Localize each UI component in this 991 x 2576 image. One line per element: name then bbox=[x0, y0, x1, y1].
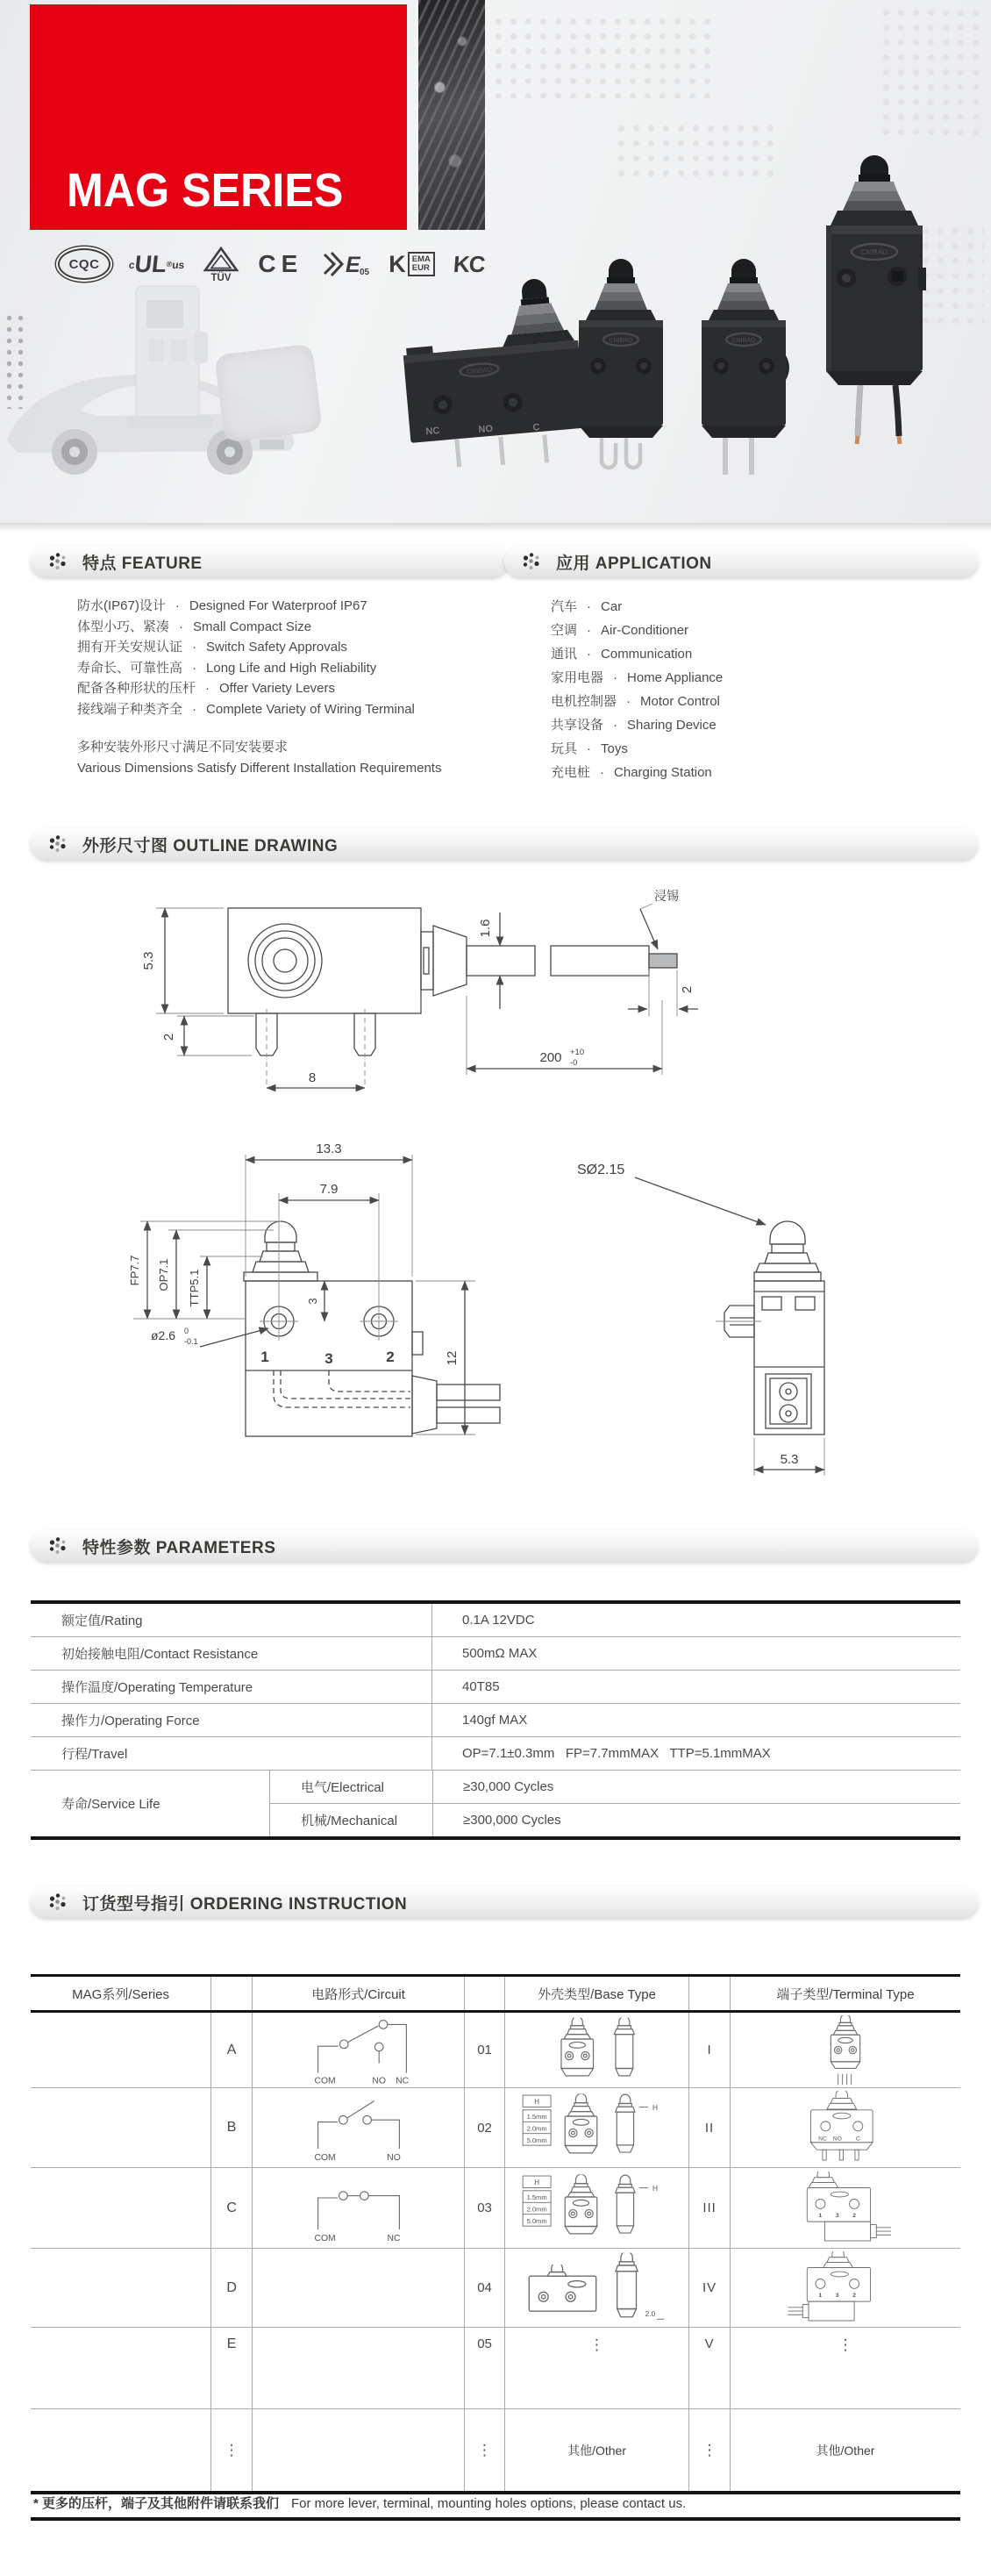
application-list bbox=[551, 595, 723, 784]
application-item bbox=[551, 619, 723, 642]
separator-dot: · bbox=[587, 623, 592, 638]
base-code: ⋮ bbox=[464, 2409, 504, 2491]
section-dots-icon bbox=[48, 1892, 71, 1913]
circuit-code: ⋮ bbox=[210, 2409, 252, 2491]
ordering-row-d bbox=[31, 2249, 960, 2328]
table-row-service-life bbox=[31, 1771, 960, 1836]
app-en: Motor Control bbox=[640, 694, 720, 709]
feature-en: Offer Variety Levers bbox=[219, 681, 336, 697]
separator-dot: · bbox=[613, 718, 618, 733]
terminal-number-2: 2 bbox=[386, 1349, 395, 1365]
outline-drawing-front bbox=[114, 1132, 553, 1500]
switch-photo-loop-pins bbox=[568, 259, 674, 491]
app-en: Air-Conditioner bbox=[601, 623, 689, 638]
param-label: 额定值/Rating bbox=[61, 1614, 143, 1628]
dim-op: OP7.1 bbox=[157, 1258, 170, 1292]
separator-dot: · bbox=[626, 694, 631, 709]
ordering-row-c bbox=[31, 2168, 960, 2249]
cert-ul-reg: ® bbox=[166, 259, 173, 268]
cert-kc-text: KC bbox=[452, 250, 486, 277]
circuit-cell bbox=[252, 2088, 464, 2167]
dot-pattern bbox=[879, 5, 984, 137]
h-dim-label: H bbox=[652, 2102, 658, 2112]
param-label: 操作力/Operating Force bbox=[61, 1714, 200, 1728]
separator-dot: · bbox=[175, 598, 180, 613]
h-value-2: 2.0mm bbox=[526, 2204, 547, 2213]
circuit-cell bbox=[252, 2409, 464, 2491]
dim-hole-tol-top: 0 bbox=[184, 1327, 189, 1335]
param-label: 操作温度/Operating Temperature bbox=[61, 1680, 253, 1695]
col-header-terminal: 端子类型/Terminal Type bbox=[730, 1977, 960, 2010]
label-com: COM bbox=[314, 2076, 336, 2086]
base-type-cell bbox=[504, 2013, 688, 2087]
pcb-photo-band bbox=[418, 0, 485, 230]
footnote-zh: * 更多的压杆，端子及其他附件请联系我们 bbox=[33, 2496, 280, 2511]
ordering-header-row bbox=[31, 1974, 960, 2013]
outline-drawing-side-wire bbox=[132, 877, 745, 1119]
brand-mark: CNIBAO bbox=[466, 365, 493, 376]
switch-photo-wired bbox=[811, 145, 965, 447]
dim-terminal-offset: 3 bbox=[306, 1298, 319, 1305]
ordering-table bbox=[31, 1974, 960, 2494]
terminal-type-drawing-2 bbox=[784, 2091, 907, 2165]
app-en: Toys bbox=[601, 741, 628, 756]
feature-note-en: Various Dimensions Satisfy Different Installation Requirements bbox=[77, 761, 442, 776]
feature-en: Long Life and High Reliability bbox=[206, 660, 377, 676]
section-dots-icon bbox=[522, 551, 545, 572]
base-code: 05 bbox=[464, 2328, 504, 2408]
col-header-base: 外壳类型/Base Type bbox=[504, 1977, 688, 2010]
feature-zh: 体型小巧、紧凑 bbox=[77, 619, 170, 634]
terminal-code: III bbox=[688, 2168, 730, 2248]
dim-hole-tol-bottom: -0.1 bbox=[184, 1337, 198, 1346]
section-header-feature bbox=[31, 546, 509, 577]
circuit-cell bbox=[252, 2249, 464, 2327]
terminal-number-3: 3 bbox=[324, 1350, 333, 1367]
ordering-row-other bbox=[31, 2409, 960, 2491]
brand-mark: CNIBAO bbox=[860, 248, 888, 256]
param-value: ≥30,000 Cycles bbox=[432, 1771, 960, 1803]
app-zh: 充电桩 bbox=[551, 765, 591, 780]
param-value: 500mΩ MAX bbox=[431, 1637, 960, 1670]
circuit-code: C bbox=[210, 2168, 252, 2248]
circuit-diagram-spst-no bbox=[275, 2093, 442, 2163]
terminal-type-cell bbox=[730, 2088, 960, 2167]
base-type-cell bbox=[504, 2168, 688, 2248]
base-type-cell: ⋮ bbox=[504, 2328, 688, 2408]
app-zh: 汽车 bbox=[551, 599, 578, 614]
cert-kema-ema: EMA bbox=[411, 254, 431, 265]
col-header-circuit: 电路形式/Circuit bbox=[252, 1977, 464, 2010]
dot-pattern bbox=[491, 14, 710, 98]
series-cell bbox=[31, 2409, 210, 2491]
circuit-code: B bbox=[210, 2088, 252, 2167]
terminal-number-3: 3 bbox=[835, 2292, 839, 2299]
label-no: NO bbox=[386, 2152, 401, 2163]
feature-item bbox=[77, 596, 415, 617]
app-en: Home Appliance bbox=[627, 670, 724, 685]
terminal-number-1: 1 bbox=[818, 2292, 823, 2299]
cert-ul-text: UL bbox=[133, 250, 168, 277]
separator-dot: · bbox=[192, 660, 197, 676]
col-header-code bbox=[464, 1977, 504, 2010]
terminal-label-c3: C bbox=[855, 2136, 860, 2143]
dim-terminal-pitch: 7.9 bbox=[319, 1182, 339, 1197]
dim-hole-diameter: ø2.6 bbox=[151, 1328, 176, 1342]
lever-photo-blur bbox=[214, 344, 322, 443]
table-row bbox=[31, 1737, 960, 1771]
app-zh: 共享设备 bbox=[551, 718, 604, 733]
param-value: 0.1A 12VDC bbox=[431, 1604, 960, 1636]
series-cell bbox=[31, 2168, 210, 2248]
cert-kc-logo bbox=[453, 251, 486, 278]
terminal-type-drawing-4 bbox=[780, 2251, 911, 2325]
base-code: 01 bbox=[464, 2013, 504, 2087]
table-row bbox=[31, 1704, 960, 1737]
dim-body-height-front: 12 bbox=[445, 1350, 460, 1366]
section-header-application bbox=[504, 546, 978, 577]
dim-pin-length: 2 bbox=[161, 1033, 176, 1041]
feature-zh: 防水(IP67)设计 bbox=[77, 598, 166, 613]
base-code: 02 bbox=[464, 2088, 504, 2167]
table-row bbox=[269, 1771, 960, 1804]
app-zh: 空调 bbox=[551, 623, 578, 638]
d-dim-label: 2.0 bbox=[645, 2308, 655, 2318]
terminal-code: ⋮ bbox=[688, 2409, 730, 2491]
param-label: 初始接触电阻/Contact Resistance bbox=[61, 1647, 259, 1662]
circuit-cell bbox=[252, 2328, 464, 2408]
parameters-table bbox=[31, 1600, 960, 1840]
label-com: COM bbox=[314, 2152, 336, 2163]
dim-body-width: 13.3 bbox=[316, 1141, 342, 1156]
separator-dot: · bbox=[600, 765, 605, 780]
param-value: ≥300,000 Cycles bbox=[432, 1804, 960, 1836]
terminal-type-drawing-1 bbox=[793, 2015, 898, 2086]
section-title-application: 应用 APPLICATION bbox=[556, 554, 712, 573]
label-no: NO bbox=[371, 2076, 386, 2086]
base-type-cell bbox=[504, 2249, 688, 2327]
param-sublabel: 机械/Mechanical bbox=[269, 1804, 432, 1836]
table-row bbox=[31, 1637, 960, 1671]
terminal-number-1: 1 bbox=[818, 2212, 823, 2219]
feature-zh: 接线端子种类齐全 bbox=[77, 701, 183, 717]
dim-plunger-sphere: SØ2.15 bbox=[577, 1163, 625, 1177]
h-value-2: 2.0mm bbox=[526, 2124, 547, 2133]
series-cell bbox=[31, 2013, 210, 2087]
separator-dot: · bbox=[192, 701, 197, 717]
dim-wire-tol-plus: +10 bbox=[570, 1048, 585, 1057]
dim-pin-pitch: 8 bbox=[308, 1070, 317, 1085]
application-item bbox=[551, 761, 723, 784]
cert-ce-logo bbox=[258, 250, 303, 278]
app-en: Sharing Device bbox=[627, 718, 717, 733]
app-zh: 玩具 bbox=[551, 741, 578, 756]
series-cell bbox=[31, 2088, 210, 2167]
circuit-code: E bbox=[210, 2328, 252, 2408]
cert-kema-box bbox=[408, 252, 435, 276]
separator-dot: · bbox=[179, 619, 184, 634]
cert-emark-logo bbox=[321, 247, 370, 281]
ordering-row-a bbox=[31, 2013, 960, 2088]
service-life-subtable bbox=[269, 1771, 960, 1836]
feature-en: Small Compact Size bbox=[193, 619, 312, 634]
h-value-3: 5.0mm bbox=[526, 2216, 547, 2225]
ordering-row-e bbox=[31, 2328, 960, 2409]
terminal-number-2: 2 bbox=[852, 2212, 856, 2219]
app-zh: 通讯 bbox=[551, 647, 578, 662]
terminal-label-nc: NC bbox=[818, 2136, 827, 2143]
feature-zh: 拥有开关安规认证 bbox=[77, 640, 183, 655]
app-zh: 家用电器 bbox=[551, 670, 604, 685]
circuit-code: A bbox=[210, 2013, 252, 2087]
cert-emark-e: E bbox=[346, 253, 360, 277]
section-title-ordering: 订货型号指引 ORDERING INSTRUCTION bbox=[82, 1894, 408, 1914]
page-title: MAG SERIES bbox=[67, 164, 344, 217]
table-row bbox=[31, 1671, 960, 1704]
circuit-cell bbox=[252, 2013, 464, 2087]
circuit-cell bbox=[252, 2168, 464, 2248]
base-type-drawing-4 bbox=[510, 2251, 685, 2325]
feature-en: Complete Variety of Wiring Terminal bbox=[206, 701, 415, 717]
h-table-header: H bbox=[533, 2098, 539, 2107]
outline-drawing-side bbox=[553, 1132, 903, 1500]
feature-item bbox=[77, 658, 415, 679]
feature-zh: 寿命长、可靠性高 bbox=[77, 660, 183, 676]
separator-dot: · bbox=[587, 741, 592, 756]
section-dots-icon bbox=[48, 1535, 71, 1556]
cert-emark-num: 05 bbox=[360, 268, 370, 277]
charging-station-photo bbox=[129, 281, 213, 439]
param-label: 寿命/Service Life bbox=[61, 1797, 160, 1812]
label-tin-dipped: 浸锡 bbox=[654, 889, 679, 903]
terminal-code: I bbox=[688, 2013, 730, 2087]
dim-body-height: 5.3 bbox=[141, 951, 156, 970]
feature-item bbox=[77, 637, 415, 658]
circuit-diagram-spdt bbox=[275, 2015, 442, 2086]
separator-dot: · bbox=[587, 647, 592, 662]
section-title-outline: 外形尺寸图 OUTLINE DRAWING bbox=[82, 836, 339, 855]
cert-cqc-text: CQC bbox=[68, 256, 100, 272]
title-block bbox=[30, 4, 407, 230]
section-header-outline bbox=[31, 828, 978, 860]
app-en: Communication bbox=[601, 647, 693, 662]
dim-ttp: TTP5.1 bbox=[188, 1269, 201, 1307]
series-cell bbox=[31, 2328, 210, 2408]
separator-dot: · bbox=[205, 681, 210, 697]
base-type-cell bbox=[504, 2088, 688, 2167]
section-header-ordering bbox=[31, 1886, 978, 1918]
cert-tuv-logo bbox=[203, 246, 239, 283]
feature-en: Designed For Waterproof IP67 bbox=[189, 598, 367, 613]
feature-item bbox=[77, 699, 415, 720]
cert-kema-logo bbox=[389, 251, 435, 278]
ordering-row-b bbox=[31, 2088, 960, 2168]
application-item bbox=[551, 713, 723, 737]
param-value: 40T85 bbox=[431, 1671, 960, 1703]
series-cell bbox=[31, 2249, 210, 2327]
feature-item bbox=[77, 617, 415, 638]
feature-list bbox=[77, 596, 415, 720]
terminal-label-nc: NC bbox=[424, 425, 440, 438]
terminal-label-c: C bbox=[532, 422, 541, 433]
base-type-drawing-3 bbox=[510, 2172, 685, 2245]
terminal-code: V bbox=[688, 2328, 730, 2408]
cert-tuv-text: TÜV bbox=[210, 273, 232, 283]
base-type-cell: 其他/Other bbox=[504, 2409, 688, 2491]
dim-wire-length: 200 bbox=[539, 1050, 562, 1065]
section-dots-icon bbox=[48, 834, 71, 855]
terminal-type-cell: 其他/Other bbox=[730, 2409, 960, 2491]
terminal-type-cell bbox=[730, 2249, 960, 2327]
bottom-rule bbox=[31, 2517, 960, 2521]
terminal-code: II bbox=[688, 2088, 730, 2167]
base-type-drawing-1 bbox=[523, 2016, 672, 2085]
application-item bbox=[551, 690, 723, 713]
feature-en: Switch Safety Approvals bbox=[206, 640, 347, 655]
base-code: 03 bbox=[464, 2168, 504, 2248]
footnote-en: For more lever, terminal, mounting holes options, please contact us. bbox=[291, 2496, 687, 2511]
terminal-type-cell: ⋮ bbox=[730, 2328, 960, 2408]
application-item bbox=[551, 642, 723, 666]
terminal-number-1: 1 bbox=[260, 1349, 269, 1365]
h-value-3: 5.0mm bbox=[526, 2136, 547, 2144]
terminal-type-cell bbox=[730, 2013, 960, 2087]
application-item bbox=[551, 595, 723, 619]
hero-bottom-shadow bbox=[0, 523, 991, 532]
dim-wire-od: 1.6 bbox=[478, 919, 493, 938]
dim-wire-tol-minus: -0 bbox=[570, 1058, 578, 1068]
app-en: Charging Station bbox=[614, 765, 712, 780]
feature-zh: 配备各种形状的压杆 bbox=[77, 681, 196, 697]
application-item bbox=[551, 737, 723, 761]
label-nc: NC bbox=[387, 2233, 401, 2243]
cert-cqc-logo bbox=[58, 248, 111, 280]
terminal-type-cell bbox=[730, 2168, 960, 2248]
cert-kema-k: K bbox=[389, 250, 406, 277]
base-type-drawing-2 bbox=[510, 2091, 685, 2165]
section-header-parameters bbox=[31, 1530, 978, 1562]
section-title-feature: 特点 FEATURE bbox=[82, 554, 203, 573]
terminal-code: IV bbox=[688, 2249, 730, 2327]
separator-dot: · bbox=[587, 599, 592, 614]
circuit-code: D bbox=[210, 2249, 252, 2327]
dim-side-width: 5.3 bbox=[780, 1452, 799, 1467]
terminal-number-3: 3 bbox=[835, 2212, 839, 2219]
terminal-type-drawing-3 bbox=[780, 2172, 911, 2245]
col-header-letter bbox=[210, 1977, 252, 2010]
feature-note-zh: 多种安装外形尺寸满足不同安装要求 bbox=[77, 740, 289, 755]
dot-pattern bbox=[614, 121, 781, 184]
app-zh: 电机控制器 bbox=[551, 694, 617, 709]
label-nc: NC bbox=[395, 2076, 409, 2086]
section-title-parameters: 特性参数 PARAMETERS bbox=[82, 1538, 276, 1557]
terminal-number-2: 2 bbox=[852, 2292, 856, 2299]
param-value: OP=7.1±0.3mm FP=7.7mmMAX TTP=5.1mmMAX bbox=[431, 1737, 960, 1770]
h-value-1: 1.5mm bbox=[526, 2193, 547, 2201]
application-item bbox=[551, 666, 723, 690]
circuit-diagram-spst-nc bbox=[275, 2173, 442, 2243]
h-value-1: 1.5mm bbox=[526, 2112, 547, 2121]
terminal-label-no: NO bbox=[478, 423, 494, 436]
app-en: Car bbox=[601, 599, 623, 614]
feature-item bbox=[77, 678, 415, 699]
base-code: 04 bbox=[464, 2249, 504, 2327]
h-dim-label: H bbox=[652, 2183, 658, 2193]
cert-ul-us: us bbox=[171, 258, 186, 270]
table-row bbox=[269, 1804, 960, 1836]
certification-row bbox=[58, 244, 484, 284]
feature-note bbox=[77, 737, 441, 779]
cert-ul-logo bbox=[128, 250, 186, 277]
switch-photo-straight-pins bbox=[691, 259, 796, 491]
col-header-roman bbox=[688, 1977, 730, 2010]
cert-ce-text: CE bbox=[258, 250, 303, 277]
footnote bbox=[33, 2494, 960, 2512]
terminal-label-no: NO bbox=[832, 2136, 842, 2143]
col-header-series: MAG系列/Series bbox=[72, 1986, 170, 2002]
section-dots-icon bbox=[48, 551, 71, 572]
h-table-header: H bbox=[533, 2178, 539, 2186]
separator-dot: · bbox=[192, 640, 197, 655]
separator-dot: · bbox=[613, 670, 618, 685]
dim-fp: FP7.7 bbox=[128, 1255, 141, 1286]
label-com: COM bbox=[314, 2233, 336, 2243]
param-label: 行程/Travel bbox=[61, 1747, 128, 1762]
param-value: 140gf MAX bbox=[431, 1704, 960, 1736]
dim-tip-length: 2 bbox=[680, 985, 695, 994]
param-sublabel: 电气/Electrical bbox=[269, 1771, 432, 1803]
table-row bbox=[31, 1604, 960, 1637]
cert-ul-c: c bbox=[128, 258, 136, 270]
brand-mark: CNIBAO bbox=[609, 338, 633, 344]
cert-kema-eur: EUR bbox=[411, 263, 430, 273]
brand-mark: CNIBAO bbox=[731, 338, 756, 344]
